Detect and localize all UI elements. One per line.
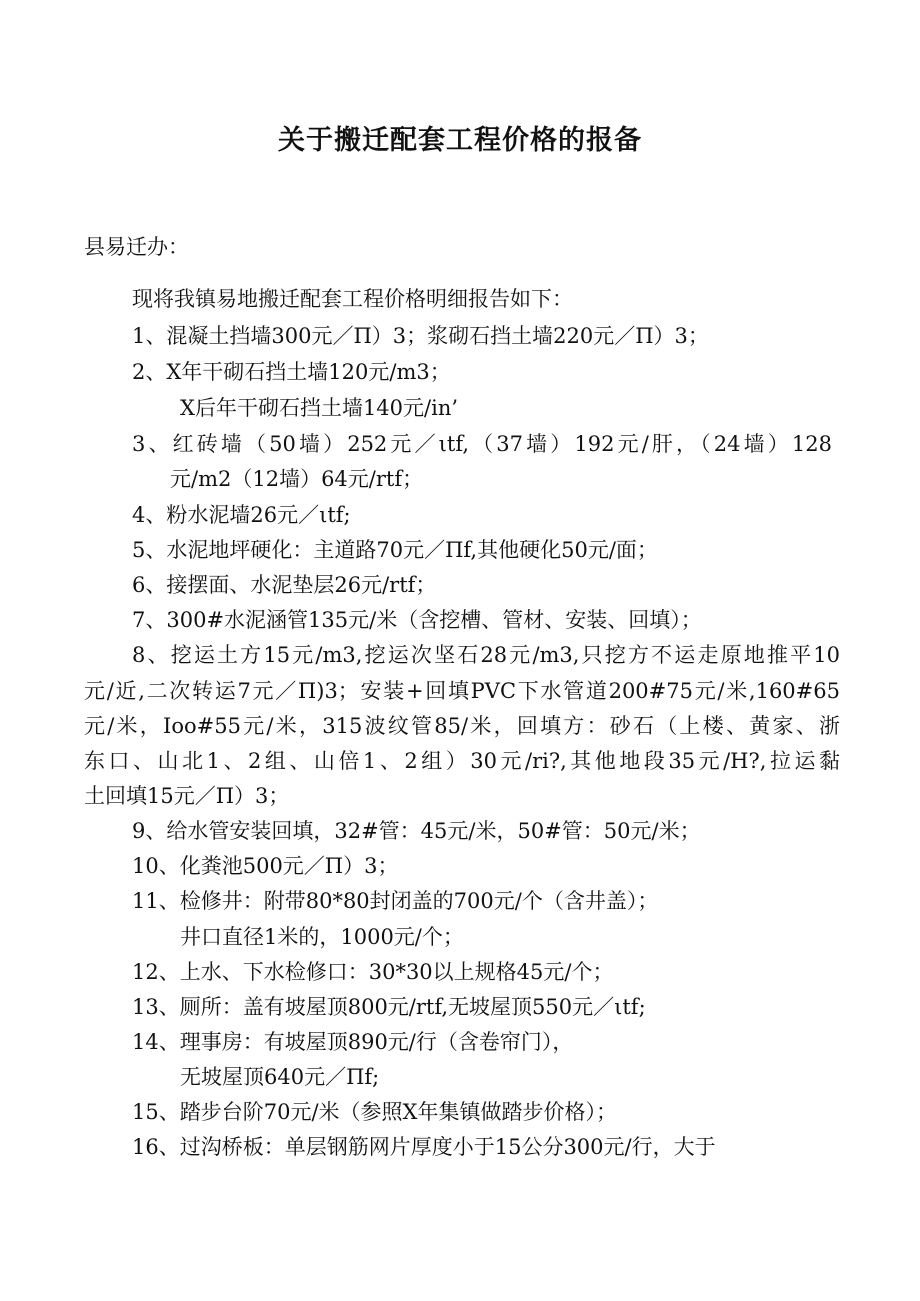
list-item-8-line-5: 土回填15元／Π）3； — [84, 784, 290, 808]
list-item-8-line-4: 东口、山北1、2组、山倍1、2组）30元/ri?,其他地段35元/H?,拉运黏 — [84, 749, 840, 773]
list-item-8-line-2: 元/近,二次转运7元／Π)3；安装+回填PVC下水管道200#75元/米,160#65 — [84, 679, 840, 703]
list-item-10: 10、化粪池500元／Π）3； — [132, 854, 399, 878]
list-item-11-continued: 井口直径1米的，1000元/个； — [180, 925, 464, 949]
list-item-2-continued: X后年干砌石挡土墙140元/in’ — [180, 396, 459, 420]
list-item-3: 3、红砖墙（50墙）252元／ιtf,（37墙）192元/肝，（24墙）128 — [132, 432, 832, 456]
list-item-14-continued: 无坡屋顶640元／Πf; — [180, 1065, 380, 1089]
list-item-4: 4、粉水泥墙26元／ιtf; — [132, 503, 351, 527]
list-item-7: 7、300#水泥涵管135元/米（含挖槽、管材、安装、回填）； — [132, 608, 702, 632]
list-item-5: 5、水泥地坪硬化：主道路70元／Πf,其他硬化50元/面； — [132, 538, 658, 562]
list-item-14: 14、理事房：有坡屋顶890元/行（含卷帘门）， — [132, 1030, 574, 1054]
list-item-3-continued: 元/m2（12墙）64元/rtf； — [170, 467, 424, 491]
document-title: 关于搬迁配套工程价格的报备 — [278, 125, 642, 156]
list-item-2: 2、X年干砌石挡土墙120元/m3； — [132, 360, 451, 384]
intro-paragraph: 现将我镇易地搬迁配套工程价格明细报告如下： — [132, 287, 573, 311]
list-item-9: 9、给水管安装回填，32#管：45元/米，50#管：50元/米； — [132, 819, 701, 843]
list-item-16: 16、过沟桥板：单层钢筋网片厚度小于15公分300元/行，大于 — [132, 1135, 716, 1159]
list-item-8-line-3: 元/米，Ioo#55元/米，315波纹管85/米，回填方：砂石（上楼、黄家、浙 — [84, 714, 840, 738]
list-item-11: 11、检修井：附带80*80封闭盖的700元/个（含井盖）； — [132, 889, 659, 913]
salutation: 县易迁办： — [84, 235, 189, 259]
list-item-15: 15、踏步台阶70元/米（参照X年集镇做踏步价格）； — [132, 1100, 617, 1124]
list-item-12: 12、上水、下水检修口：30*30以上规格45元/个； — [132, 960, 614, 984]
list-item-1: 1、混凝土挡墙300元／Π）3；浆砌石挡土墙220元／Π）3； — [132, 324, 709, 348]
list-item-6: 6、接摆面、水泥垫层26元/rtf； — [132, 573, 437, 597]
list-item-8: 8、挖运土方15元/m3,挖运次坚石28元/m3,只挖方不运走原地推平10 — [132, 643, 840, 667]
list-item-13: 13、厕所：盖有坡屋顶800元/rtf,无坡屋顶550元／ιtf; — [132, 995, 646, 1019]
